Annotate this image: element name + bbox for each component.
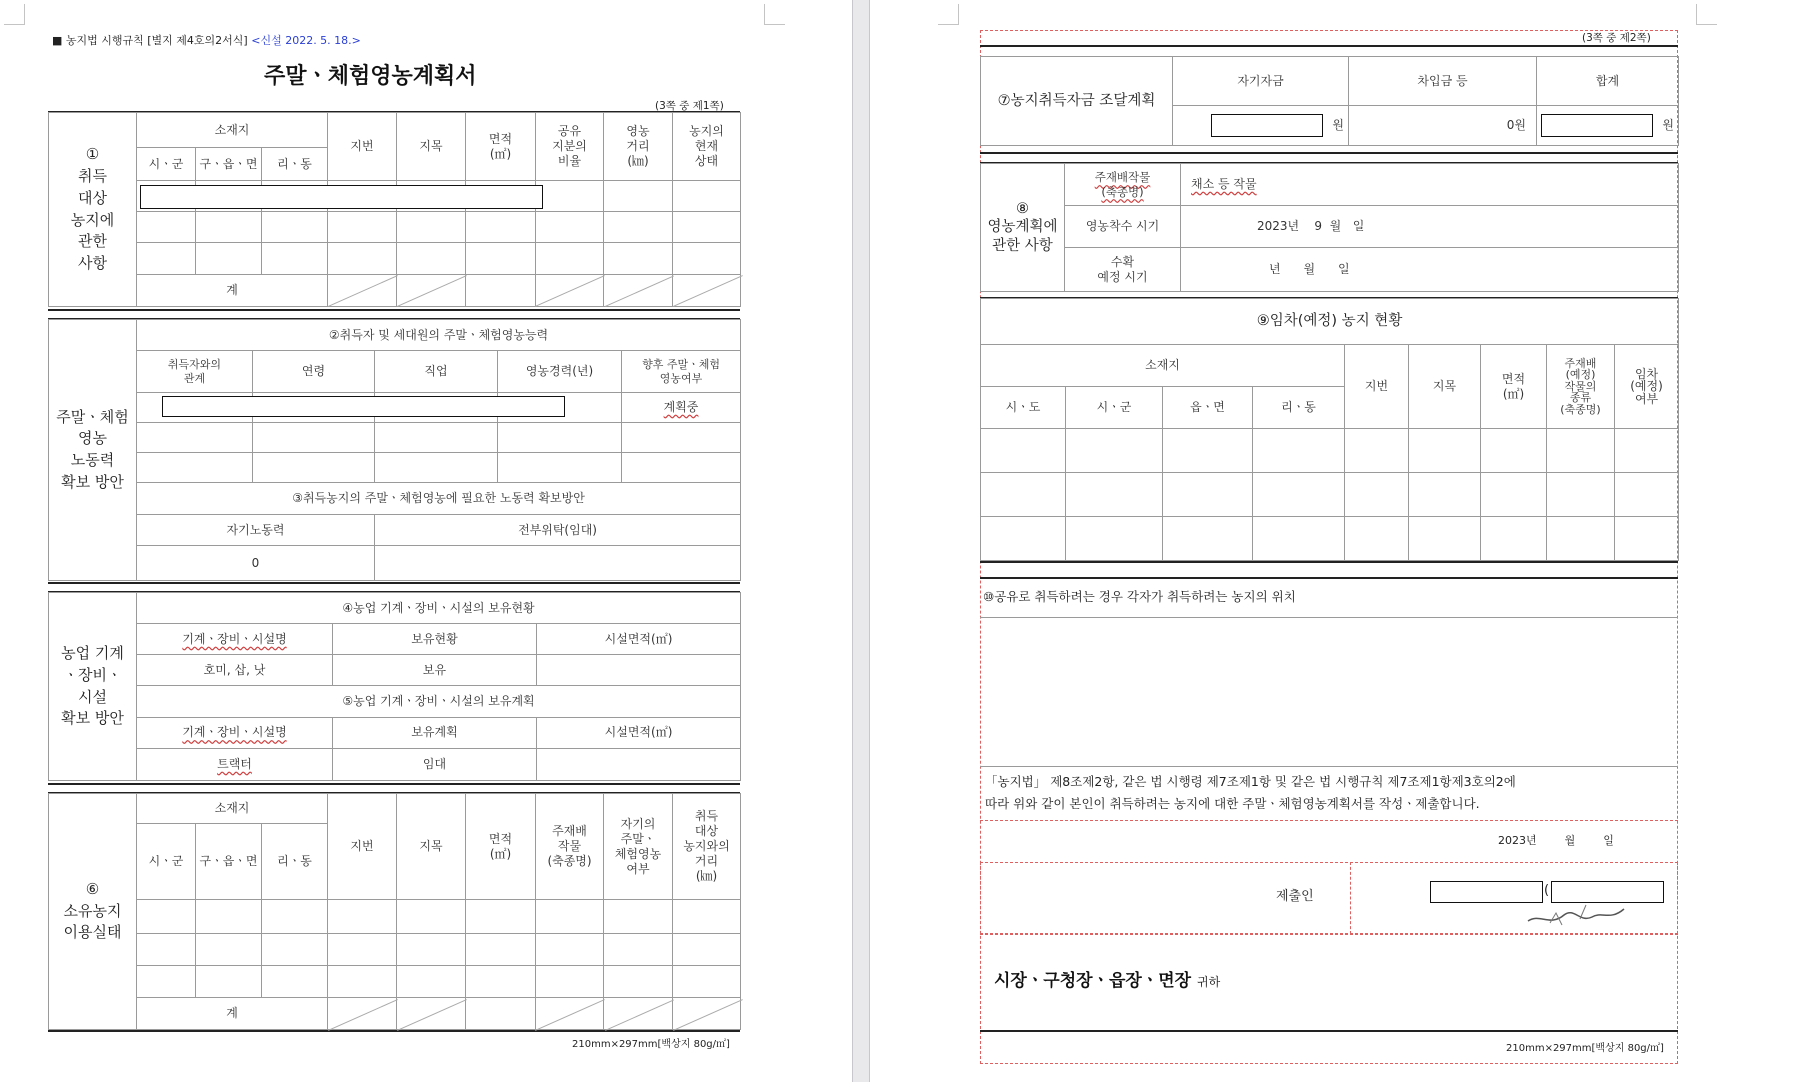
table-row xyxy=(49,900,741,933)
section10-title: ⑩공유로 취득하려는 경우 각자가 취득하려는 농지의 위치 xyxy=(983,589,1296,604)
subtitle-5: ⑤농업 기계ㆍ장비ㆍ시설의 보유계획 xyxy=(137,686,741,717)
guide-line xyxy=(1350,862,1351,934)
self-labor-value: 0 xyxy=(137,546,375,581)
table-row xyxy=(49,933,741,965)
page-gap xyxy=(852,0,870,1082)
jimok-header: 지목 xyxy=(397,113,466,181)
job-header: 직업 xyxy=(375,351,498,393)
crop-value: 채소 등 작물 xyxy=(1181,164,1679,206)
sido-header: 시ㆍ군 xyxy=(137,824,196,900)
honorific: 귀하 xyxy=(1197,975,1221,989)
farming-plan-table xyxy=(980,163,1679,292)
area-header: 면적 (㎡) xyxy=(1481,345,1547,429)
total-label: 계 xyxy=(137,997,328,1029)
leased-land-table xyxy=(980,298,1679,561)
crop-mark xyxy=(764,4,785,25)
date: 2023년 월 일 xyxy=(1498,834,1614,847)
harvest-label: 수확 예정 시기 xyxy=(1065,248,1181,292)
redaction-box xyxy=(1541,114,1653,137)
page-index: (3쪽 중 제2쪽) xyxy=(1582,32,1651,44)
sum-unit: 원 xyxy=(1537,106,1679,146)
guide-line xyxy=(980,934,1678,935)
lease-header: 임차 (예정) 여부 xyxy=(1615,345,1679,429)
redaction-box xyxy=(1211,114,1323,137)
ri-header: 리ㆍ동 xyxy=(1253,387,1345,429)
equipment-name-header-2: 기계ㆍ장비ㆍ시설명 xyxy=(137,717,333,748)
acquisition-land-table xyxy=(48,112,741,307)
distance-header: 취득 대상 농지와의 거리 (㎞) xyxy=(673,794,741,900)
sido-header: 시ㆍ군 xyxy=(137,148,196,181)
table-row xyxy=(49,453,741,483)
future-header: 향후 주말ㆍ체험 영농여부 xyxy=(622,351,741,393)
table-row xyxy=(981,473,1679,517)
table-row xyxy=(981,429,1679,473)
future-value: 계획중 xyxy=(622,393,741,423)
table-row xyxy=(981,517,1679,561)
loan-header: 차입금 등 xyxy=(1349,57,1537,106)
own-funds-header: 자기자금 xyxy=(1173,57,1349,106)
labor-table xyxy=(48,319,741,581)
equipment-name-header: 기계ㆍ장비ㆍ시설명 xyxy=(137,624,333,655)
ri-header: 리ㆍ동 xyxy=(262,148,328,181)
sigun-header: 시ㆍ군 xyxy=(1066,387,1163,429)
section2-label: 주말ㆍ체험 영농 노동력 확보 방안 xyxy=(49,320,137,581)
equipment-value-2: 트랙터 xyxy=(137,748,333,780)
jibun-header: 지번 xyxy=(328,794,397,900)
table-row xyxy=(49,965,741,997)
holding-header: 보유현황 xyxy=(333,624,537,655)
experience-header: 영농경력(년) xyxy=(498,351,622,393)
subtitle-4: ④농업 기계ㆍ장비ㆍ시설의 보유현황 xyxy=(137,593,741,624)
section9-title: ⑨임차(예정) 농지 현황 xyxy=(981,299,1679,345)
table-row xyxy=(49,423,741,453)
section7-label: ⑦농지취득자금 조달계획 xyxy=(981,57,1173,146)
plan-header: 보유계획 xyxy=(333,717,537,748)
location-header: 소재지 xyxy=(137,113,328,148)
redaction-box xyxy=(140,185,543,209)
table-row xyxy=(49,212,741,243)
plan-value: 임대 xyxy=(333,748,537,780)
equipment-value: 호미, 삽, 낫 xyxy=(137,655,333,686)
paper-size: 210mm×297mm[백상지 80g/㎡] xyxy=(1506,1043,1664,1054)
subtitle-3: ③취득농지의 주말ㆍ체험영농에 필요한 노동력 확보방안 xyxy=(137,483,741,515)
amend-note: <신설 2022. 5. 18.> xyxy=(251,34,361,47)
holding-value: 보유 xyxy=(333,655,537,686)
crop-label: 주재배작물 (축종명) xyxy=(1065,164,1181,206)
jibun-header: 지번 xyxy=(1345,345,1409,429)
sido-header: 시ㆍ도 xyxy=(981,387,1066,429)
statement-line-2: 따라 위와 같이 본인이 취득하려는 농지에 대한 주말ㆍ체험영농계획서를 작성ㆍ제출합니다. xyxy=(985,796,1480,811)
paren-open: ( xyxy=(1544,883,1550,898)
jimok-header: 지목 xyxy=(1409,345,1481,429)
start-label: 영농착수 시기 xyxy=(1065,206,1181,248)
section3-label: 농업 기계 ㆍ장비ㆍ 시설 확보 방안 xyxy=(49,593,137,781)
crop-header: 주재배 작물 (축종명) xyxy=(536,794,604,900)
facility-area-header-2: 시설면적(㎡) xyxy=(537,717,741,748)
start-value: 2023년 9 월 일 xyxy=(1181,206,1679,248)
owned-land-table xyxy=(48,793,741,1030)
submitter-label: 제출인 xyxy=(1276,889,1314,904)
relation-header: 취득자와의 관계 xyxy=(137,351,253,393)
section6-label: ⑥ 소유농지 이용실태 xyxy=(49,794,137,1030)
equipment-table xyxy=(48,592,741,781)
area-header: 면적 (㎡) xyxy=(466,113,536,181)
subtitle-2: ②취득자 및 세대원의 주말ㆍ체험영농능력 xyxy=(137,320,741,351)
total-label: 계 xyxy=(137,275,328,307)
table-row xyxy=(49,748,741,780)
eup-header: 읍ㆍ면 xyxy=(1163,387,1253,429)
gu-header: 구ㆍ읍ㆍ면 xyxy=(196,824,262,900)
jibun-header: 지번 xyxy=(328,113,397,181)
signature-scribble xyxy=(1520,893,1640,933)
gu-header: 구ㆍ읍ㆍ면 xyxy=(196,148,262,181)
location-header: 소재지 xyxy=(981,345,1345,387)
distance-header: 영농 거리 (㎞) xyxy=(604,113,673,181)
statement-line-1: 「농지법」 제8조제2항, 같은 법 시행령 제7조제1항 및 같은 법 시행규칙 제7조제1항제3호의2에 xyxy=(985,774,1516,789)
own-funds-unit: 원 xyxy=(1173,106,1349,146)
self-farming-header: 자기의 주말ㆍ 체험영농 여부 xyxy=(604,794,673,900)
crop-mark xyxy=(938,4,959,25)
header-note: ■ 농지법 시행규칙 [별지 제4호의2서식] <신설 2022. 5. 18.> xyxy=(52,34,361,47)
crop-header: 주재배 (예정) 작물의 종류 (축종명) xyxy=(1547,345,1615,429)
page-index: (3쪽 중 제1쪽) xyxy=(655,100,724,112)
sum-header: 합계 xyxy=(1537,57,1679,106)
area-header: 면적 (㎡) xyxy=(466,794,536,900)
ri-header: 리ㆍ동 xyxy=(262,824,328,900)
self-labor-header: 자기노동력 xyxy=(137,515,375,546)
table-row xyxy=(49,655,741,686)
loan-value: 0원 xyxy=(1349,106,1537,146)
location-header: 소재지 xyxy=(137,794,328,824)
page-2 xyxy=(870,0,1796,1082)
status-header: 농지의 현재 상태 xyxy=(673,113,741,181)
facility-area-header: 시설면적(㎡) xyxy=(537,624,741,655)
addressee: 시장ㆍ구청장ㆍ읍장ㆍ면장 귀하 xyxy=(994,971,1221,991)
table-row xyxy=(49,243,741,275)
page-title: 주말ㆍ체험영농계획서 xyxy=(264,64,477,89)
commission-header: 전부위탁(임대) xyxy=(375,515,741,546)
section1-label: ① 취득 대상 농지에 관한 사항 xyxy=(49,113,137,307)
harvest-value: 년 월 일 xyxy=(1181,248,1679,292)
paper-size: 210mm×297mm[백상지 80g/㎡] xyxy=(572,1039,730,1050)
age-header: 연령 xyxy=(253,351,375,393)
crop-mark xyxy=(4,4,25,25)
page-1 xyxy=(0,0,852,1082)
redaction-box xyxy=(162,396,565,417)
share-header: 공유 지분의 비율 xyxy=(536,113,604,181)
section8-label: ⑧ 영농계획에 관한 사항 xyxy=(981,164,1065,292)
jimok-header: 지목 xyxy=(397,794,466,900)
crop-mark xyxy=(1696,4,1717,25)
